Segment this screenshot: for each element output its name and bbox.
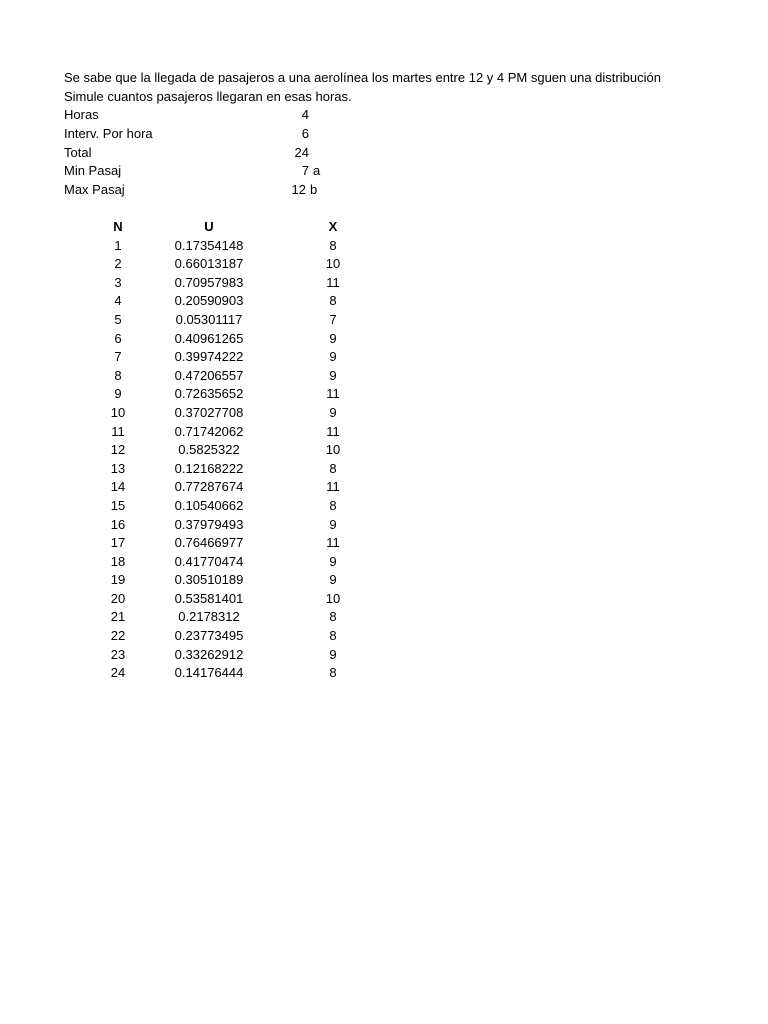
- cell-n: 18: [110, 553, 126, 569]
- cell-u: 0.12168222: [174, 460, 244, 476]
- table-row: [88, 478, 396, 497]
- cell-n: 22: [110, 628, 126, 644]
- cell-n: 16: [110, 516, 126, 532]
- cell-u: 0.33262912: [174, 646, 244, 662]
- table-row: [88, 460, 396, 479]
- table-row: [88, 385, 396, 404]
- param-row-horas: [64, 106, 364, 124]
- cell-u: 0.05301117: [175, 311, 243, 327]
- cell-x: 9: [329, 646, 337, 662]
- cell-u: 0.2178312: [178, 609, 240, 625]
- cell-u: 0.10540662: [174, 497, 244, 513]
- cell-x: 9: [329, 404, 337, 420]
- cell-n: 8: [114, 367, 122, 383]
- cell-u: 0.47206557: [174, 367, 244, 383]
- cell-n: 3: [114, 274, 122, 290]
- param-value: 12: [291, 182, 306, 197]
- cell-n: 24: [110, 665, 126, 681]
- cell-u: 0.30510189: [174, 572, 244, 588]
- param-label: Min Pasaj: [64, 163, 122, 178]
- param-value: 24: [294, 145, 309, 160]
- cell-x: 9: [329, 516, 337, 532]
- cell-u: 0.37979493: [174, 516, 244, 532]
- table-row: [88, 571, 396, 590]
- cell-x: 8: [329, 628, 337, 644]
- cell-x: 8: [329, 609, 337, 625]
- table-row: [88, 534, 396, 553]
- cell-x: 11: [326, 386, 340, 402]
- cell-n: 13: [110, 460, 126, 476]
- cell-n: 1: [114, 237, 122, 253]
- param-value: 7: [301, 163, 309, 178]
- cell-n: 21: [110, 609, 126, 625]
- cell-x: 9: [329, 572, 337, 588]
- cell-u: 0.76466977: [174, 535, 244, 551]
- cell-u: 0.66013187: [174, 256, 244, 272]
- table-row: [88, 348, 396, 367]
- cell-x: 10: [325, 442, 341, 458]
- cell-n: 10: [110, 404, 126, 420]
- param-row-total: [64, 144, 364, 162]
- header-x: X: [328, 219, 338, 234]
- cell-x: 10: [325, 256, 341, 272]
- table-row: [88, 664, 396, 683]
- param-row-interv: [64, 125, 364, 143]
- cell-u: 0.23773495: [174, 628, 244, 644]
- cell-u: 0.37027708: [174, 404, 244, 420]
- table-row: [88, 330, 396, 349]
- param-row-min: [64, 162, 364, 180]
- table-row: [88, 292, 396, 311]
- cell-n: 6: [114, 330, 122, 346]
- cell-n: 4: [114, 293, 122, 309]
- cell-n: 15: [110, 497, 126, 513]
- cell-u: 0.71742062: [174, 423, 244, 439]
- cell-u: 0.40961265: [174, 330, 244, 346]
- table-row: [88, 497, 396, 516]
- cell-n: 5: [114, 311, 122, 327]
- cell-x: 10: [325, 590, 341, 606]
- param-value: 6: [301, 126, 309, 141]
- cell-n: 2: [114, 256, 122, 272]
- cell-x: 11: [326, 423, 340, 439]
- table-row: [88, 255, 396, 274]
- cell-x: 8: [329, 460, 337, 476]
- cell-u: 0.39974222: [174, 349, 244, 365]
- cell-x: 9: [329, 553, 337, 569]
- cell-u: 0.17354148: [174, 237, 244, 253]
- table-row: [88, 423, 396, 442]
- cell-x: 11: [326, 479, 340, 495]
- cell-n: 12: [110, 442, 126, 458]
- param-label: Total: [64, 145, 92, 160]
- table-row: [88, 367, 396, 386]
- table-row: [88, 627, 396, 646]
- cell-u: 0.70957983: [174, 274, 244, 290]
- intro-line-1: Se sabe que la llegada de pasajeros a una aerolínea los martes entre 12 y 4 PM sguen una distribución: [64, 70, 661, 85]
- param-label: Interv. Por hora: [64, 126, 153, 141]
- cell-u: 0.41770474: [174, 553, 244, 569]
- param-row-max: [64, 181, 364, 199]
- header-n: N: [113, 219, 123, 234]
- table-row: [88, 590, 396, 609]
- cell-x: 8: [329, 497, 337, 513]
- table-row: [88, 237, 396, 256]
- cell-x: 7: [329, 311, 337, 327]
- table-row: [88, 274, 396, 293]
- intro-line-2: Simule cuantos pasajeros llegaran en esas horas.: [64, 89, 352, 104]
- cell-n: 14: [110, 479, 126, 495]
- table-row: [88, 404, 396, 423]
- cell-u: 0.77287674: [174, 479, 244, 495]
- cell-x: 11: [326, 535, 340, 551]
- table-row: [88, 553, 396, 572]
- cell-u: 0.20590903: [174, 293, 244, 309]
- cell-n: 9: [114, 386, 122, 402]
- cell-x: 8: [329, 665, 337, 681]
- simulation-table: [88, 218, 396, 683]
- param-value: 4: [301, 107, 309, 122]
- cell-u: 0.53581401: [174, 590, 244, 606]
- cell-x: 8: [329, 237, 337, 253]
- param-label: Max Pasaj: [64, 182, 125, 197]
- cell-n: 11: [111, 423, 125, 439]
- cell-u: 0.5825322: [178, 442, 240, 458]
- cell-u: 0.14176444: [174, 665, 244, 681]
- table-row: [88, 516, 396, 535]
- table-row: [88, 441, 396, 460]
- param-suffix: a: [313, 163, 321, 178]
- cell-x: 9: [329, 367, 337, 383]
- param-label: Horas: [64, 107, 99, 122]
- table-row: [88, 311, 396, 330]
- cell-n: 7: [114, 349, 122, 365]
- cell-x: 9: [329, 349, 337, 365]
- cell-u: 0.72635652: [174, 386, 244, 402]
- cell-x: 11: [326, 274, 340, 290]
- cell-n: 23: [110, 646, 126, 662]
- table-row: [88, 646, 396, 665]
- header-u: U: [204, 219, 214, 234]
- param-suffix: b: [310, 182, 318, 197]
- cell-x: 9: [329, 330, 337, 346]
- table-header-row: [88, 218, 396, 237]
- cell-n: 19: [110, 572, 126, 588]
- cell-n: 20: [110, 590, 126, 606]
- cell-x: 8: [329, 293, 337, 309]
- table-row: [88, 608, 396, 627]
- cell-n: 17: [110, 535, 126, 551]
